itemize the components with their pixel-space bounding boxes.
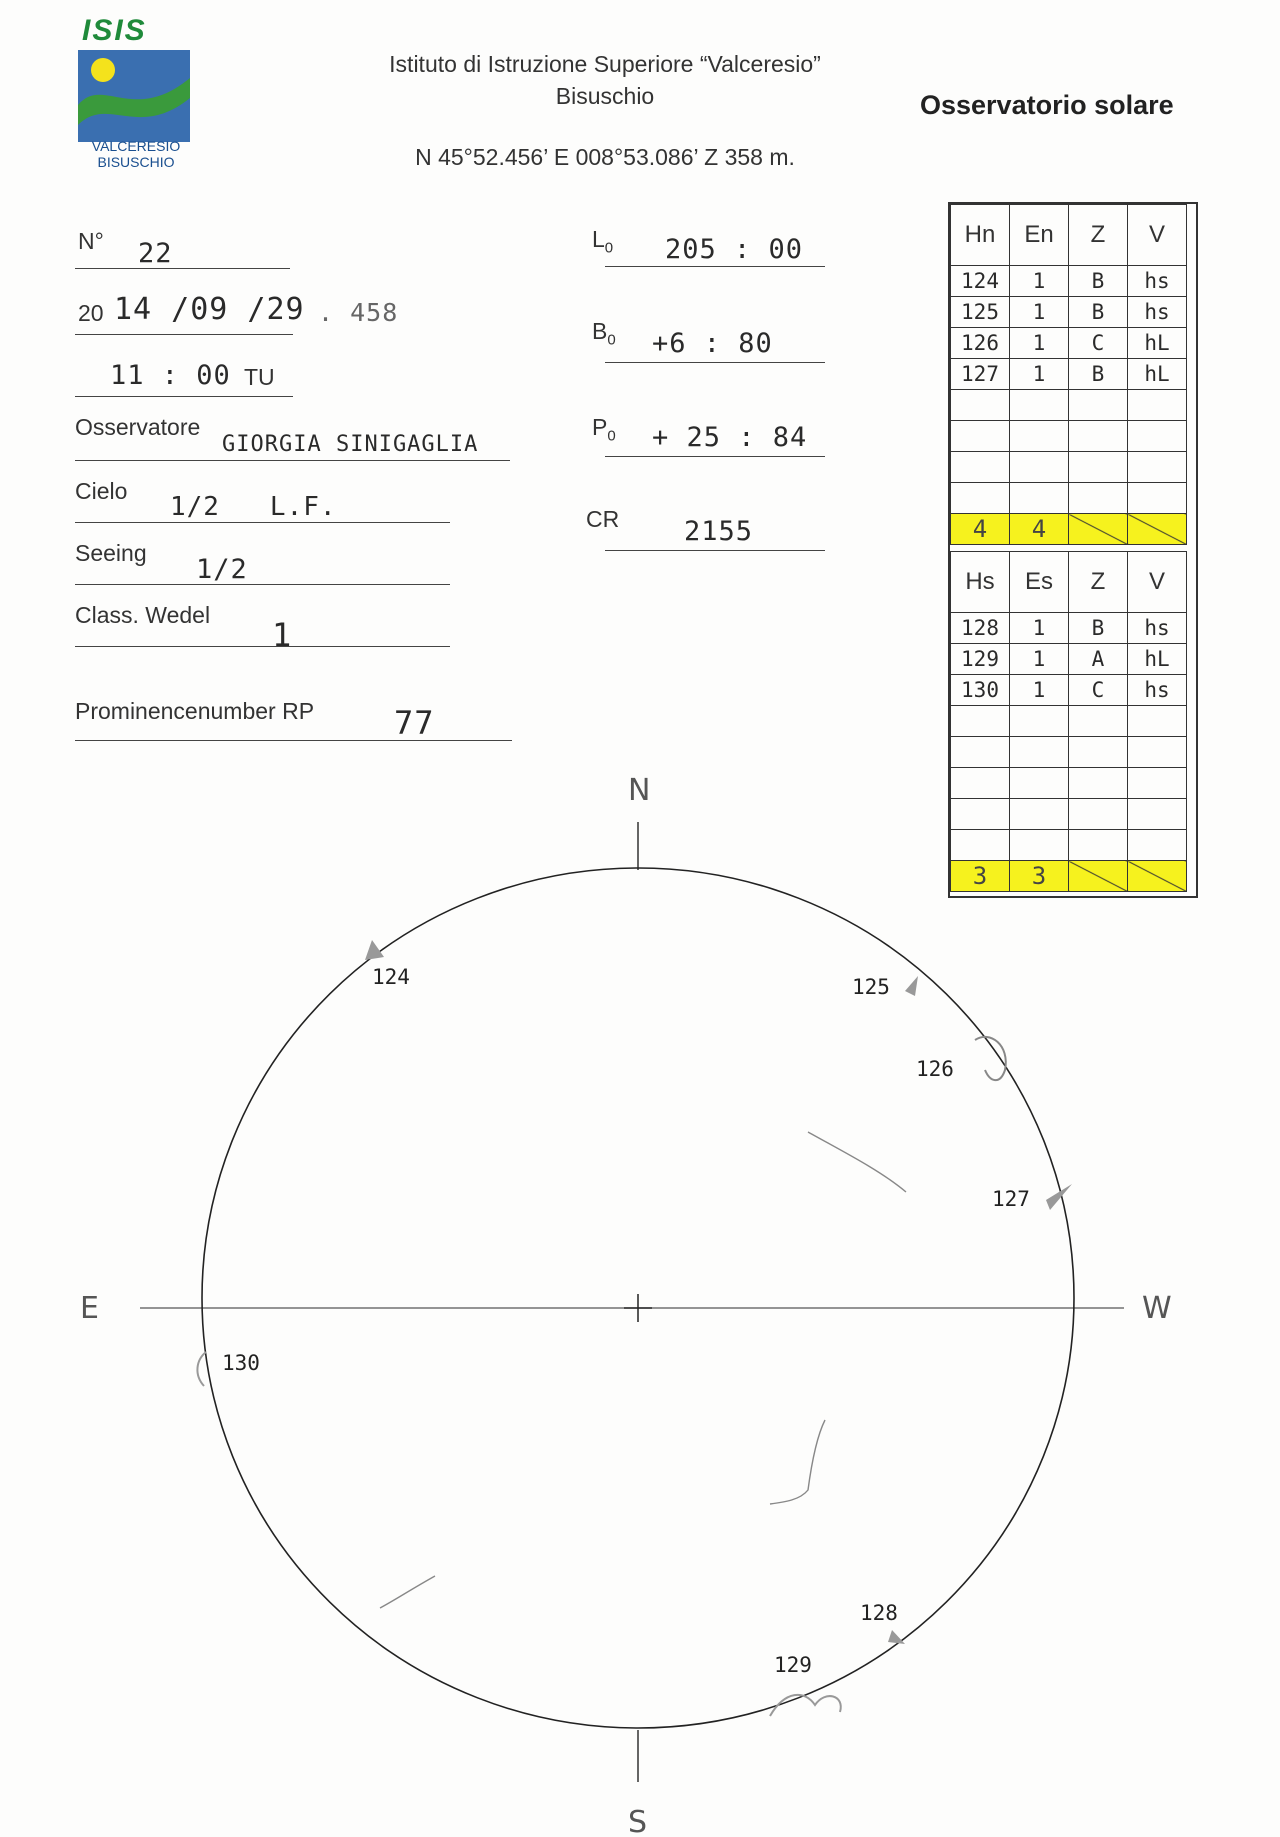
school-line1: Istituto di Istruzione Superiore “Valceresio” bbox=[389, 51, 821, 77]
table-row-empty bbox=[951, 452, 1187, 483]
number-underline bbox=[75, 268, 290, 269]
north-header-cell: En bbox=[1010, 205, 1069, 266]
school-line2: Bisuschio bbox=[555, 83, 655, 109]
b0-letter: B bbox=[592, 318, 608, 344]
solar-disk-drawing bbox=[0, 760, 1280, 1837]
table-cell: 1 bbox=[1010, 675, 1069, 706]
south-total-events: 3 bbox=[1010, 861, 1069, 892]
filament-sketch bbox=[380, 1576, 435, 1608]
west-label: W bbox=[1142, 1291, 1172, 1326]
logo-caption bbox=[78, 138, 194, 170]
logo-text: ISIS bbox=[82, 14, 147, 47]
logo-sun-wave-icon bbox=[78, 50, 190, 142]
totals-slash-cell bbox=[1069, 514, 1128, 545]
table-cell: B bbox=[1069, 613, 1128, 644]
observer-label: Osservatore bbox=[75, 414, 201, 440]
sky-label: Cielo bbox=[75, 478, 128, 504]
table-cell: 1 bbox=[1010, 297, 1069, 328]
filament-sketch bbox=[808, 1132, 906, 1192]
b0-value: +6 : 80 bbox=[652, 328, 773, 359]
l0-subscript: 0 bbox=[604, 239, 614, 257]
observer-value: GIORGIA SINIGAGLIA bbox=[222, 432, 479, 457]
wedel-label: Class. Wedel bbox=[75, 602, 211, 628]
sky-underline bbox=[75, 522, 450, 523]
p0-label bbox=[592, 414, 616, 445]
logo-caption-line2: BISUSCHIO bbox=[97, 154, 175, 170]
north-total-events: 4 bbox=[1010, 514, 1069, 545]
table-row bbox=[951, 675, 1187, 706]
table-row-empty bbox=[951, 421, 1187, 452]
north-header-cell: Hn bbox=[951, 205, 1010, 266]
east-label: E bbox=[80, 1291, 99, 1326]
prominence-sketch-128 bbox=[888, 1630, 905, 1644]
prominence-label-129: 129 bbox=[774, 1653, 812, 1677]
south-table-header bbox=[951, 552, 1187, 613]
table-cell: B bbox=[1069, 297, 1128, 328]
site-coordinates: N 45°52.456’ E 008°53.086’ Z 358 m. bbox=[415, 144, 795, 170]
school-name bbox=[330, 48, 880, 112]
table-cell: hs bbox=[1128, 613, 1187, 644]
prominence-label-128: 128 bbox=[860, 1601, 898, 1625]
table-row bbox=[951, 328, 1187, 359]
prominence-label-124: 124 bbox=[372, 965, 410, 989]
table-cell: hs bbox=[1128, 266, 1187, 297]
north-totals-row bbox=[951, 514, 1187, 545]
table-cell: hL bbox=[1128, 359, 1187, 390]
prominence-label-125: 125 bbox=[852, 975, 890, 999]
table-cell: 125 bbox=[951, 297, 1010, 328]
north-total-count: 4 bbox=[951, 514, 1010, 545]
wedel-value: 1 bbox=[272, 616, 293, 654]
l0-letter: L bbox=[592, 226, 605, 252]
table-cell: 1 bbox=[1010, 266, 1069, 297]
seeing-value: 1/2 bbox=[196, 554, 248, 585]
time-value: 11 : 00 bbox=[110, 360, 231, 391]
table-row bbox=[951, 297, 1187, 328]
observatory-title: Osservatorio solare bbox=[920, 90, 1174, 120]
north-label: N bbox=[628, 773, 651, 808]
l0-label bbox=[592, 226, 613, 257]
table-cell: hL bbox=[1128, 644, 1187, 675]
sky-value: 1/2 L.F. bbox=[170, 492, 337, 522]
date-underline bbox=[75, 334, 293, 335]
p0-letter: P bbox=[592, 414, 608, 440]
south-header-cell: Z bbox=[1069, 552, 1128, 613]
table-cell: B bbox=[1069, 266, 1128, 297]
table-cell: 1 bbox=[1010, 644, 1069, 675]
table-cell: hs bbox=[1128, 675, 1187, 706]
south-total-count: 3 bbox=[951, 861, 1010, 892]
date-prefix: 20 bbox=[78, 300, 104, 326]
date-value: 14 /09 /29 bbox=[114, 292, 305, 327]
l0-value: 205 : 00 bbox=[665, 234, 804, 265]
table-cell: hL bbox=[1128, 328, 1187, 359]
cr-label: CR bbox=[586, 506, 620, 532]
table-cell: 1 bbox=[1010, 328, 1069, 359]
table-row-empty bbox=[951, 706, 1187, 737]
table-row-empty bbox=[951, 483, 1187, 514]
prominence-sketch-125 bbox=[905, 976, 918, 996]
seeing-label: Seeing bbox=[75, 540, 147, 566]
cr-underline bbox=[605, 550, 825, 551]
table-cell: 1 bbox=[1010, 613, 1069, 644]
prominence-label-130: 130 bbox=[222, 1351, 260, 1375]
table-row bbox=[951, 266, 1187, 297]
prominence-sketch-130 bbox=[197, 1352, 206, 1386]
north-table-header bbox=[951, 205, 1187, 266]
table-row-empty bbox=[951, 390, 1187, 421]
totals-slash-cell bbox=[1128, 514, 1187, 545]
time-unit: TU bbox=[244, 364, 275, 390]
table-row bbox=[951, 644, 1187, 675]
south-label: S bbox=[628, 1805, 648, 1837]
seeing-underline bbox=[75, 584, 450, 585]
south-header-cell: V bbox=[1128, 552, 1187, 613]
table-cell: A bbox=[1069, 644, 1128, 675]
cr-value: 2155 bbox=[684, 516, 754, 547]
filament-sketch bbox=[770, 1420, 825, 1504]
table-cell: 127 bbox=[951, 359, 1010, 390]
table-cell: hs bbox=[1128, 297, 1187, 328]
north-header-cell: Z bbox=[1069, 205, 1128, 266]
rp-value: 77 bbox=[394, 704, 435, 742]
time-underline bbox=[75, 396, 293, 397]
wedel-underline bbox=[75, 646, 450, 647]
prominence-label-127: 127 bbox=[992, 1187, 1030, 1211]
south-header-cell: Hs bbox=[951, 552, 1010, 613]
observer-underline bbox=[75, 460, 510, 461]
north-prominence-table bbox=[950, 204, 1187, 545]
rp-underline bbox=[75, 740, 512, 741]
table-cell: 130 bbox=[951, 675, 1010, 706]
number-label: N° bbox=[78, 228, 104, 254]
south-header-cell: Es bbox=[1010, 552, 1069, 613]
logo-image bbox=[78, 50, 190, 142]
l0-underline bbox=[605, 266, 825, 267]
table-cell: 1 bbox=[1010, 359, 1069, 390]
table-cell: C bbox=[1069, 675, 1128, 706]
prominence-sketch-129 bbox=[770, 1695, 841, 1716]
table-cell: C bbox=[1069, 328, 1128, 359]
table-cell: B bbox=[1069, 359, 1128, 390]
number-value: 22 bbox=[138, 238, 173, 269]
b0-label bbox=[592, 318, 616, 349]
north-header-cell: V bbox=[1128, 205, 1187, 266]
table-cell: 128 bbox=[951, 613, 1010, 644]
logo-caption-line1: VALCERESIO bbox=[91, 138, 181, 154]
p0-value: + 25 : 84 bbox=[652, 422, 808, 453]
p0-underline bbox=[605, 456, 825, 457]
b0-subscript: 0 bbox=[607, 331, 616, 349]
table-row bbox=[951, 613, 1187, 644]
p0-subscript: 0 bbox=[607, 427, 616, 445]
table-cell: 124 bbox=[951, 266, 1010, 297]
table-row bbox=[951, 359, 1187, 390]
b0-underline bbox=[605, 362, 825, 363]
rp-label: Prominencenumber RP bbox=[75, 698, 315, 724]
table-cell: 126 bbox=[951, 328, 1010, 359]
prominence-label-126: 126 bbox=[916, 1057, 954, 1081]
table-cell: 129 bbox=[951, 644, 1010, 675]
date-fraction: . 458 bbox=[318, 298, 399, 327]
